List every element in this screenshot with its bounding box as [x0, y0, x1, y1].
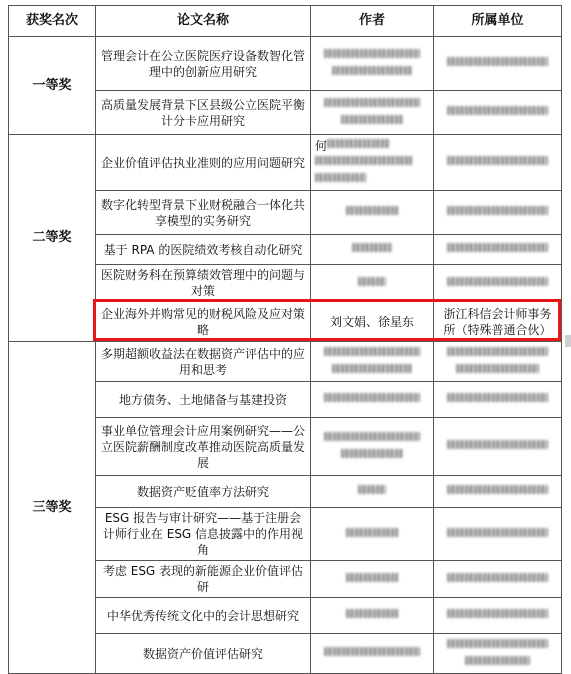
unit-redacted	[434, 561, 562, 598]
unit-redacted	[434, 634, 562, 674]
unit-redacted	[434, 342, 562, 382]
unit-redacted	[434, 598, 562, 634]
header-author: 作者	[311, 6, 434, 37]
table-header-row	[9, 6, 562, 37]
author-redacted	[311, 476, 434, 508]
table-row	[9, 342, 562, 382]
paper-title: 中华优秀传统文化中的会计思想研究	[96, 598, 311, 634]
table-row	[9, 135, 562, 191]
header-unit: 所属单位	[434, 6, 562, 37]
unit: 浙江科信会计师事务所（特殊普通合伙）	[434, 302, 562, 342]
paper-title: 多期超额收益法在数据资产评估中的应用和思考	[96, 342, 311, 382]
unit-redacted	[434, 476, 562, 508]
paper-title: 企业海外并购常见的财税风险及应对策略	[96, 302, 311, 342]
paper-title: 数字化转型背景下业财税融合一体化共享模型的实务研究	[96, 191, 311, 235]
author-redacted	[311, 598, 434, 634]
unit-redacted	[434, 265, 562, 302]
author-redacted	[311, 235, 434, 265]
award-first: 一等奖	[9, 37, 96, 135]
unit-redacted	[434, 191, 562, 235]
author-redacted	[311, 561, 434, 598]
scroll-marker	[565, 335, 571, 347]
unit-redacted	[434, 508, 562, 561]
author-redacted	[311, 342, 434, 382]
unit-redacted	[434, 91, 562, 135]
author-redacted	[311, 37, 434, 91]
author-redacted	[311, 508, 434, 561]
unit-redacted	[434, 135, 562, 191]
award-third: 三等奖	[9, 342, 96, 674]
paper-title: 医院财务科在预算绩效管理中的问题与对策	[96, 265, 311, 302]
unit-redacted	[434, 418, 562, 476]
award-second: 二等奖	[9, 135, 96, 342]
paper-title: 管理会计在公立医院医疗设备数智化管理中的创新应用研究	[96, 37, 311, 91]
author-redacted	[311, 382, 434, 418]
author-redacted	[311, 418, 434, 476]
author-redacted	[311, 91, 434, 135]
paper-title: 高质量发展背景下区县级公立医院平衡计分卡应用研究	[96, 91, 311, 135]
author: 刘文娟、徐星东	[311, 302, 434, 342]
paper-title: 考虑 ESG 表现的新能源企业价值评估研	[96, 561, 311, 598]
paper-title: 事业单位管理会计应用案例研究——公立医院薪酬制度改革推动医院高质量发展	[96, 418, 311, 476]
paper-title: 数据资产贬值率方法研究	[96, 476, 311, 508]
paper-title: 地方债务、土地储备与基建投资	[96, 382, 311, 418]
paper-title: 基于 RPA 的医院绩效考核自动化研究	[96, 235, 311, 265]
unit-redacted	[434, 37, 562, 91]
header-award: 获奖名次	[9, 6, 96, 37]
paper-title: ESG 报告与审计研究——基于注册会计师行业在 ESG 信息披露中的作用视角	[96, 508, 311, 561]
header-title: 论文名称	[96, 6, 311, 37]
unit-redacted	[434, 382, 562, 418]
award-table	[8, 5, 562, 674]
paper-title: 数据资产价值评估研究	[96, 634, 311, 674]
unit-redacted	[434, 235, 562, 265]
author-redacted	[311, 634, 434, 674]
author-partial: 何	[311, 135, 434, 191]
author-redacted	[311, 265, 434, 302]
paper-title: 企业价值评估执业准则的应用问题研究	[96, 135, 311, 191]
table-row	[9, 37, 562, 91]
author-redacted	[311, 191, 434, 235]
